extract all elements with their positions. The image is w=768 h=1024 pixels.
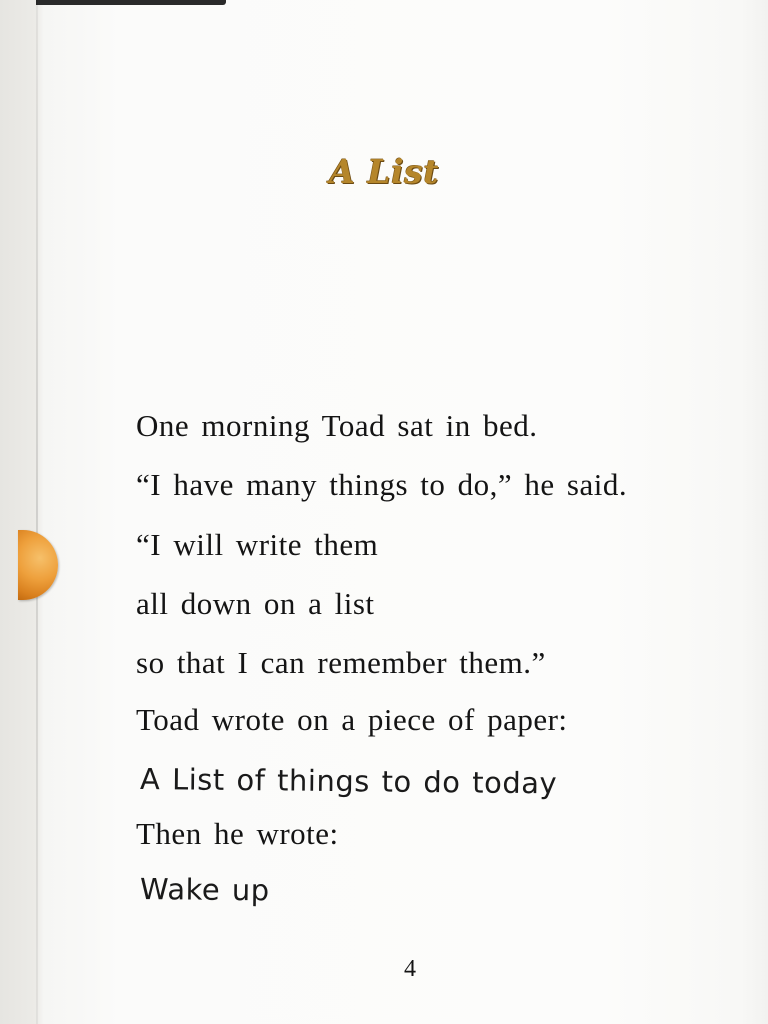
handwritten-list-title: A List of things to do today <box>139 762 558 801</box>
page-number: 4 <box>404 956 416 982</box>
story-line-1: One morning Toad sat in bed. <box>136 408 538 443</box>
story-line-3: “I will write them <box>136 527 379 562</box>
orange-sticky-tab <box>18 530 58 600</box>
book-cover-edge <box>36 0 226 5</box>
page-title: A List <box>329 152 439 191</box>
story-line-4: all down on a list <box>136 586 375 621</box>
story-line-2: “I have many things to do,” he said. <box>136 467 628 502</box>
handwritten-wake-up: Wake up <box>139 872 270 908</box>
story-line-6: Toad wrote on a piece of paper: <box>136 702 568 737</box>
story-line-5: so that I can remember them.” <box>136 645 546 680</box>
story-line-7: Then he wrote: <box>136 816 339 851</box>
